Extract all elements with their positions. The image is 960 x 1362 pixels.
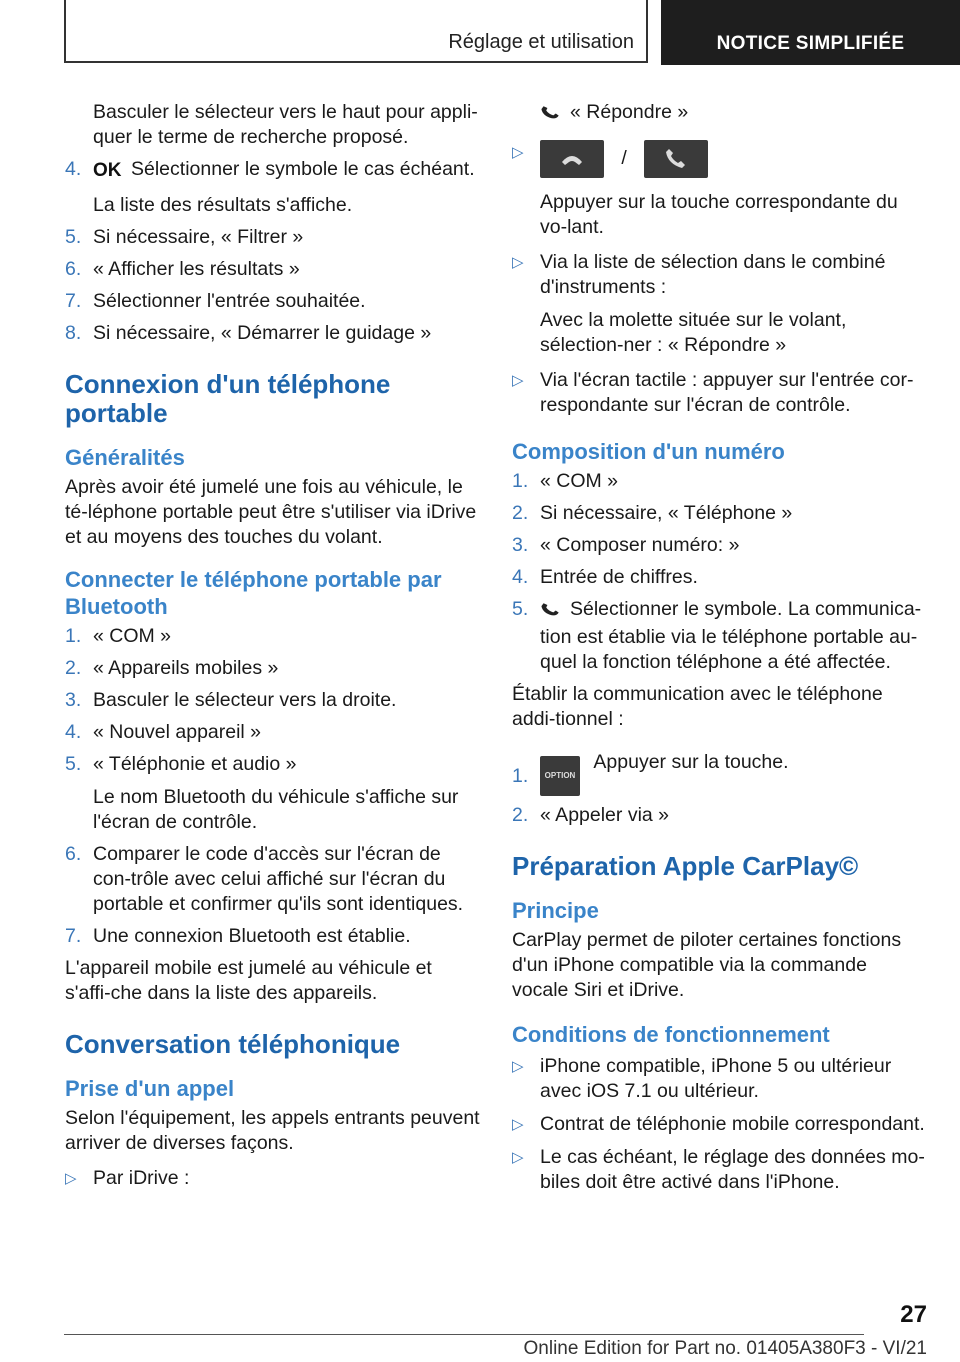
header-section-box xyxy=(64,0,648,63)
badge-label: NOTICE SIMPLIFIÉE xyxy=(716,33,905,54)
step-number: 5. xyxy=(65,753,82,775)
step-text: « Appeler via » xyxy=(540,804,670,826)
heading-connexion: Connexion d'un téléphone portable xyxy=(65,369,391,428)
step-text: Sélectionner le symbole le cas échéant. xyxy=(131,158,475,180)
slash: / xyxy=(621,147,627,169)
heading-conditions: Conditions de fonctionnement xyxy=(512,1022,830,1047)
list-item xyxy=(65,257,480,282)
additional-text: Établir la communication avec le téléphone addi-tionnel : xyxy=(512,683,883,730)
bullet-text: Via l'écran tactile : appuyer sur l'entrée cor-respondante sur l'écran de contrôle. xyxy=(540,369,914,416)
heading-conversation: Conversation téléphonique xyxy=(65,1029,401,1059)
step-text: Si nécessaire, « Filtrer » xyxy=(93,226,304,248)
heading-carplay: Préparation Apple CarPlay© xyxy=(512,851,859,881)
intro-text: Basculer le sélecteur vers le haut pour appli-quer le terme de recherche proposé. xyxy=(93,101,478,148)
list-item xyxy=(512,597,927,675)
list-item xyxy=(512,501,927,526)
right-column xyxy=(512,100,927,1202)
bullet-item xyxy=(65,1166,480,1191)
heading-composition: Composition d'un numéro xyxy=(512,439,785,464)
step-number: 8. xyxy=(65,322,82,344)
step-text: Une connexion Bluetooth est établie. xyxy=(93,925,411,947)
principe-text: CarPlay permet de piloter certaines fonctions d'un iPhone compatible via la commande vocale Siri et iDrive. xyxy=(512,929,902,1001)
svg-text:OK: OK xyxy=(93,160,122,178)
repondre-line xyxy=(512,100,927,128)
header-badge xyxy=(661,0,960,65)
step-text: « COM » xyxy=(93,625,172,647)
paired-text: L'appareil mobile est jumelé au véhicule et s'affi-che dans la liste des appareils. xyxy=(65,957,432,1004)
left-column xyxy=(65,100,480,1198)
heading-bluetooth: Connecter le téléphone portable par Bluetooth xyxy=(65,567,442,619)
molette-text: Avec la molette située sur le volant, sélection-ner : « Répondre » xyxy=(540,309,847,356)
triangle-bullet-icon: ▷ xyxy=(512,372,524,389)
triangle-bullet-icon: ▷ xyxy=(512,1116,524,1133)
step-text: Comparer le code d'accès sur l'écran de con-trôle avec celui affiché sur l'écran du portable et confirmer qu'ils sont identiques. xyxy=(93,843,464,915)
step-number: 7. xyxy=(65,290,82,312)
step-text: « COM » xyxy=(540,470,619,492)
bullet-item xyxy=(512,1112,927,1137)
page-number: 27 xyxy=(900,1301,927,1328)
list-item xyxy=(65,624,480,649)
list-item xyxy=(65,289,480,314)
step-number: 1. xyxy=(65,625,82,647)
triangle-bullet-icon: ▷ xyxy=(512,1058,524,1075)
step-number: 5. xyxy=(65,226,82,248)
step-number: 4. xyxy=(65,721,82,743)
step-number: 6. xyxy=(65,258,82,280)
bullet-item xyxy=(512,368,927,418)
bullet-item xyxy=(512,250,927,358)
bullet-text: Le cas échéant, le réglage des données mo-biles doit être activé dans l'iPhone. xyxy=(540,1146,925,1193)
triangle-bullet-icon: ▷ xyxy=(65,1170,77,1187)
ok-icon xyxy=(93,160,123,185)
bullet-text: Contrat de téléphonie mobile correspondant. xyxy=(540,1113,925,1135)
step-text: « Appareils mobiles » xyxy=(93,657,279,679)
bullet-item xyxy=(512,1145,927,1195)
phone-icon xyxy=(540,103,562,128)
list-item xyxy=(65,720,480,745)
step-text: Basculer le sélecteur vers la droite. xyxy=(93,689,397,711)
step-number: 3. xyxy=(65,689,82,711)
list-item xyxy=(65,924,480,949)
bullet-text: iPhone compatible, iPhone 5 ou ultérieur avec iOS 7.1 ou ultérieur. xyxy=(540,1055,892,1102)
accept-call-button-image xyxy=(540,140,604,178)
step-text: Sélectionner le symbole. La communica-tion est établie via le téléphone portable au-quel la fonction téléphone a été affectée. xyxy=(540,598,922,673)
step-number: 3. xyxy=(512,534,529,556)
step-number: 7. xyxy=(65,925,82,947)
step-text: « Téléphonie et audio » xyxy=(93,753,297,775)
triangle-bullet-icon: ▷ xyxy=(512,1149,524,1166)
step-number: 4. xyxy=(65,158,82,180)
phone-button-image xyxy=(644,140,708,178)
step-text: Sélectionner l'entrée souhaitée. xyxy=(93,290,366,312)
list-item xyxy=(65,157,480,218)
list-item xyxy=(65,225,480,250)
list-item xyxy=(512,803,927,828)
step-number: 4. xyxy=(512,566,529,588)
list-item xyxy=(65,752,480,835)
list-item xyxy=(512,565,927,590)
step-text: « Nouvel appareil » xyxy=(93,721,262,743)
option-button-icon: OPTION xyxy=(540,756,580,796)
step-note: Le nom Bluetooth du véhicule s'affiche sur l'écran de contrôle. xyxy=(93,786,459,833)
step-number: 2. xyxy=(65,657,82,679)
footer-divider xyxy=(64,1334,864,1335)
step-number: 1. xyxy=(512,765,529,787)
bullet-text: Via la liste de sélection dans le combiné d'instruments : xyxy=(540,251,886,298)
triangle-bullet-icon: ▷ xyxy=(512,254,524,271)
triangle-bullet-icon: ▷ xyxy=(512,144,524,161)
list-item xyxy=(512,469,927,494)
list-item xyxy=(65,688,480,713)
generalites-text: Après avoir été jumelé une fois au véhicule, le té-léphone portable peut être s'utiliser via iDrive et au moyens des touches du volant. xyxy=(65,476,477,548)
step-text: Entrée de chiffres. xyxy=(540,566,698,588)
phone-icon xyxy=(540,600,562,625)
step-text: « Afficher les résultats » xyxy=(93,258,300,280)
step-number: 6. xyxy=(65,843,82,865)
list-item xyxy=(512,750,927,796)
repondre-text: « Répondre » xyxy=(570,101,689,123)
bullet-text: Par iDrive : xyxy=(93,1167,190,1189)
bullet-item xyxy=(512,140,927,240)
list-item xyxy=(65,656,480,681)
step-text: Si nécessaire, « Téléphone » xyxy=(540,502,793,524)
step-text: Si nécessaire, « Démarrer le guidage » xyxy=(93,322,432,344)
step-note: La liste des résultats s'affiche. xyxy=(93,194,353,216)
bullet-item xyxy=(512,1054,927,1104)
step-number: 2. xyxy=(512,502,529,524)
edition-text: Online Edition for Part no. 01405A380F3 - VI/21 xyxy=(523,1338,927,1359)
list-item xyxy=(512,533,927,558)
step-number: 5. xyxy=(512,598,529,620)
list-item xyxy=(65,321,480,346)
bullet-text: Appuyer sur la touche correspondante du vo-lant. xyxy=(540,191,898,238)
heading-generalites: Généralités xyxy=(65,445,185,470)
step-number: 2. xyxy=(512,804,529,826)
section-title: Réglage et utilisation xyxy=(448,31,634,53)
prise-text: Selon l'équipement, les appels entrants peuvent arriver de diverses façons. xyxy=(65,1107,480,1154)
step-text: Appuyer sur la touche. xyxy=(593,751,789,773)
heading-prise: Prise d'un appel xyxy=(65,1076,235,1101)
heading-principe: Principe xyxy=(512,898,599,923)
list-item xyxy=(65,842,480,917)
step-number: 1. xyxy=(512,470,529,492)
step-text: « Composer numéro: » xyxy=(540,534,740,556)
